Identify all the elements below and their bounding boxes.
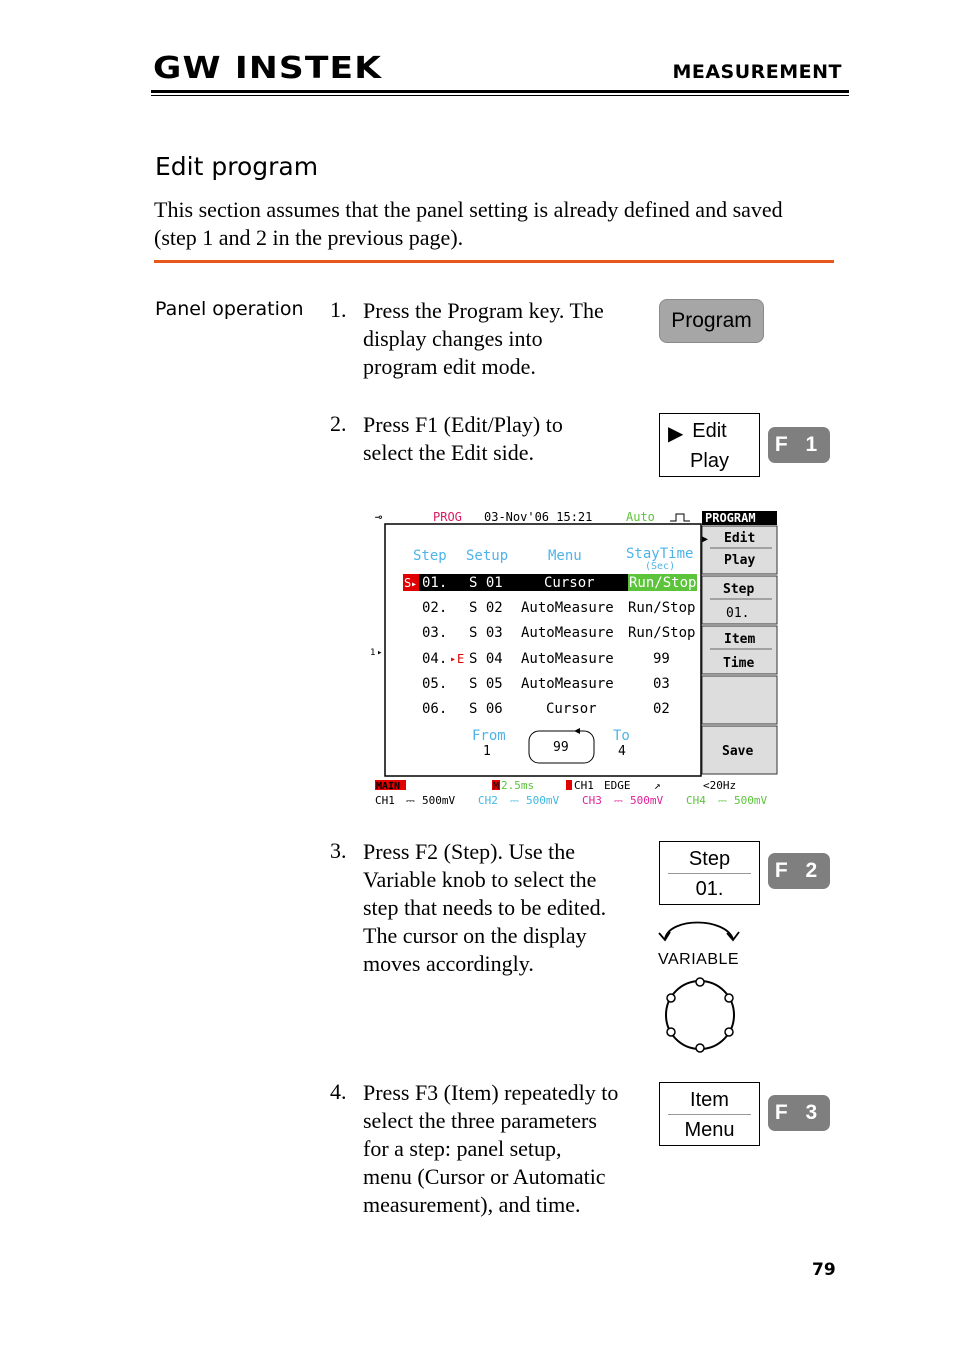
row-step: 05.: [422, 676, 448, 692]
selected-arrow-icon: ▶: [668, 423, 684, 445]
row-time: Run/Stop: [628, 600, 696, 616]
loop-count: 99: [553, 740, 569, 755]
ch1-coupling-icon: ⎓: [406, 794, 415, 807]
loop-to-value: 4: [618, 744, 626, 759]
row-setup: S 06: [469, 701, 503, 717]
brand-logo: GW INSTEK: [153, 51, 383, 86]
step-line: program edit mode.: [363, 354, 536, 379]
rotate-arrow-icon: [655, 913, 745, 943]
menu-time: Time: [723, 656, 755, 671]
step-line: measurement), and time.: [363, 1192, 581, 1217]
ch4-value: 500mV: [734, 794, 768, 807]
row-setup: S 01: [469, 575, 503, 591]
row-step: 06.: [422, 701, 448, 717]
bottom-freq: <20Hz: [703, 779, 737, 792]
col-menu: Menu: [548, 548, 582, 564]
menu-header: PROGRAM: [705, 511, 756, 525]
ch2-coupling-icon: ⎓: [510, 794, 519, 807]
softkey-top-label: Edit: [692, 420, 727, 442]
trig-badge-bg: [566, 780, 572, 790]
menu-play: Play: [724, 553, 756, 568]
menu-selected-arrow-icon: ▶: [702, 534, 709, 545]
panel-operation-label: Panel operation: [155, 298, 304, 320]
col-sec: (Sec): [645, 561, 676, 572]
ch3-value: 500mV: [630, 794, 664, 807]
col-setup: Setup: [466, 548, 509, 564]
ch1-label: CH1: [375, 794, 395, 807]
bottom-timebase: 2.5ms: [501, 779, 535, 792]
row-time: 99: [653, 651, 670, 667]
row-time: 02: [653, 701, 670, 717]
row-step: 02.: [422, 600, 448, 616]
header-rule-thin: [151, 95, 849, 96]
ch3-coupling-icon: ⎓: [614, 794, 623, 807]
row-menu: Cursor: [546, 701, 597, 717]
step-line: step that needs to be edited.: [363, 895, 607, 920]
step-line: for a step: panel setup,: [363, 1136, 562, 1161]
side-marker: 1: [370, 648, 376, 658]
softkey-divider: [668, 1114, 751, 1115]
row-menu: AutoMeasure: [521, 600, 614, 616]
row-menu: Cursor: [544, 575, 595, 591]
step-line: Press F1 (Edit/Play) to: [363, 412, 563, 437]
row-setup: S 04: [469, 651, 503, 667]
step-text: [363, 1079, 618, 1219]
f2-key-icon: F 2: [768, 853, 830, 889]
bottom-main: MAIN: [376, 781, 401, 792]
end-marker: E: [457, 652, 465, 666]
menu-item: Item: [724, 632, 756, 647]
end-arrow-icon: ▸: [450, 654, 457, 665]
step-number: 1.: [330, 297, 347, 322]
step-line: The cursor on the display: [363, 923, 587, 948]
edit-play-softkey-icon: [659, 413, 760, 477]
row-menu: AutoMeasure: [521, 651, 614, 667]
oscilloscope-screen: [370, 506, 780, 808]
menu-empty: [702, 676, 777, 724]
bottom-m: M: [493, 781, 500, 792]
row-time: 03: [653, 676, 670, 692]
trigger-icon: [670, 514, 690, 521]
start-marker: S: [404, 576, 412, 590]
row-time: Run/Stop: [629, 575, 697, 591]
row-menu: AutoMeasure: [521, 625, 614, 641]
ch1-value: 500mV: [422, 794, 456, 807]
row-menu: AutoMeasure: [521, 676, 614, 692]
row-step: 04.: [422, 651, 448, 667]
ch2-value: 500mV: [526, 794, 560, 807]
step-number: 3.: [330, 838, 347, 863]
softkey-top-label: Step: [688, 848, 731, 870]
step-softkey-icon: [659, 841, 760, 905]
step-line: Press F2 (Step). Use the: [363, 839, 576, 864]
step-line: Variable knob to select the: [363, 867, 597, 892]
variable-knob-icon: [660, 977, 740, 1053]
step-text: [363, 297, 604, 381]
status-prog: PROG: [433, 510, 462, 524]
row-step: 01.: [422, 575, 448, 591]
header-rule: [151, 90, 849, 93]
ch3-label: CH3: [582, 794, 602, 807]
step-line: select the three parameters: [363, 1108, 597, 1133]
col-step: Step: [413, 548, 447, 564]
step-line: select the Edit side.: [363, 440, 535, 465]
step-line: moves accordingly.: [363, 951, 534, 976]
f1-key-icon: F 1: [768, 427, 830, 463]
bottom-trig: CH1: [574, 779, 594, 792]
edge-icon: ↗: [654, 779, 661, 792]
menu-edit: Edit: [724, 531, 756, 546]
step-text: [363, 838, 606, 978]
page-number: 79: [812, 1260, 836, 1280]
side-arrow-icon: ▸: [377, 648, 383, 658]
step-line: Press F3 (Item) repeatedly to: [363, 1080, 619, 1105]
bottom-edge: EDGE: [604, 779, 631, 792]
f3-key-icon: F 3: [768, 1095, 830, 1131]
step-line: Press the Program key. The: [363, 298, 604, 323]
item-softkey-icon: [659, 1082, 760, 1146]
start-arrow-icon: ▸: [411, 579, 418, 590]
step-number: 4.: [330, 1079, 347, 1104]
intro-paragraph: This section assumes that the panel setting is already defined and saved (step 1 and 2 in the previous page).: [154, 197, 783, 250]
softkey-bottom-label: Play: [690, 450, 729, 472]
menu-save-label: Save: [722, 744, 754, 759]
softkey-divider: [668, 873, 751, 874]
col-staytime: StayTime: [626, 546, 694, 562]
row-setup: S 03: [469, 625, 503, 641]
row-setup: S 02: [469, 600, 503, 616]
section-divider: [154, 260, 834, 263]
ch2-label: CH2: [478, 794, 498, 807]
loop-from-label: From: [472, 728, 506, 744]
step-number: 2.: [330, 411, 347, 436]
menu-step-label: Step: [723, 582, 755, 597]
step-line: display changes into: [363, 326, 543, 351]
row-time: Run/Stop: [628, 625, 696, 641]
loop-from-value: 1: [483, 744, 491, 759]
probe-icon: ⊸: [375, 510, 383, 524]
ch4-coupling-icon: ⎓: [718, 794, 727, 807]
ch4-label: CH4: [686, 794, 706, 807]
page-title: Edit program: [155, 152, 319, 181]
step-text: [363, 411, 563, 467]
loop-to-label: To: [613, 728, 630, 744]
program-key-icon: Program: [659, 299, 764, 343]
softkey-bottom-label: 01.: [695, 878, 724, 900]
row-step: 03.: [422, 625, 448, 641]
menu-step-value: 01.: [726, 606, 750, 621]
softkey-top-label: Item: [690, 1089, 729, 1111]
softkey-bottom-label: Menu: [684, 1119, 735, 1141]
row-setup: S 05: [469, 676, 503, 692]
section-title: MEASUREMENT: [672, 61, 842, 83]
status-auto: Auto: [626, 510, 655, 524]
step-line: menu (Cursor or Automatic: [363, 1164, 606, 1189]
variable-label: VARIABLE: [658, 951, 740, 968]
status-datetime: 03-Nov'06 15:21: [484, 510, 593, 524]
